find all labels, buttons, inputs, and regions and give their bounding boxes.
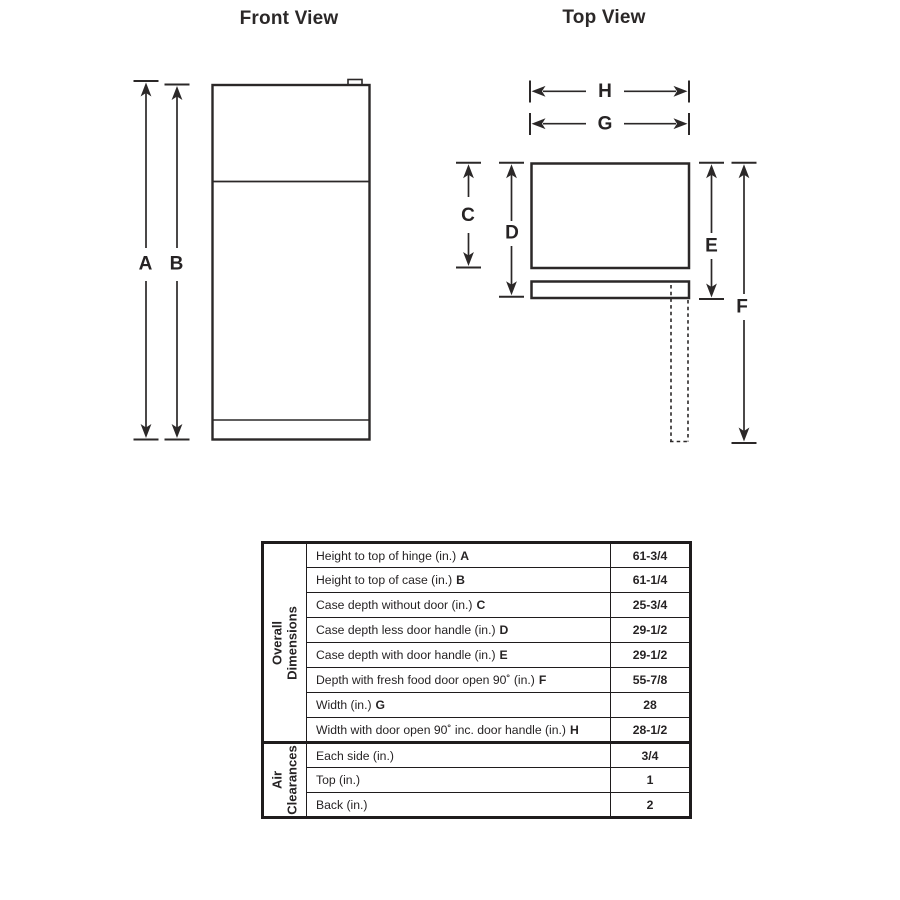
dimension-label: Height to top of hinge (in.) <box>316 548 457 563</box>
dimension-value-cell: 61-3/4 <box>611 543 691 568</box>
dimension-letter: D <box>499 623 509 637</box>
clearance-label-cell <box>307 743 611 768</box>
dim-label-a: A <box>138 253 153 275</box>
clearance-value-cell: 3/4 <box>611 743 691 768</box>
top-view <box>456 81 757 444</box>
table-row <box>263 668 691 693</box>
dimension-letter: H <box>569 722 579 737</box>
group-label: Air Clearances <box>269 745 299 815</box>
dimension-label-cell <box>307 668 611 693</box>
table-row <box>263 593 691 618</box>
dimension-value-cell: 61-1/4 <box>611 568 691 593</box>
dimension-value-cell: 29-1/2 <box>611 618 691 643</box>
table-row <box>263 793 691 818</box>
dimensions-table-wrap <box>261 541 692 819</box>
clearance-value-cell: 1 <box>611 768 691 793</box>
dimension-label: Width with door open 90˚ inc. door handle (in.) <box>316 722 566 737</box>
table-row <box>263 618 691 643</box>
clearance-label: Back (in.) <box>316 797 368 812</box>
dimensions-table <box>261 541 692 819</box>
dim-label-g: G <box>597 113 613 135</box>
fridge-front-outline <box>213 85 370 440</box>
dimension-letter: G <box>375 698 386 712</box>
dimension-label-cell <box>307 568 611 593</box>
dimension-letter: F <box>538 673 547 687</box>
table-row <box>263 543 691 568</box>
dimension-label: Case depth less door handle (in.) <box>316 623 496 637</box>
table-row <box>263 643 691 668</box>
dimension-label: Case depth without door (in.) <box>316 598 473 612</box>
dimension-label-cell <box>307 543 611 568</box>
dimension-value-cell: 29-1/2 <box>611 643 691 668</box>
dim-label-h: H <box>598 81 612 102</box>
table-row <box>263 718 691 743</box>
dimension-letter: E <box>499 648 508 662</box>
dim-arrow-e <box>699 163 724 299</box>
dimension-label: Case depth with door handle (in.) <box>316 648 496 662</box>
dim-label-c: C <box>461 205 475 226</box>
dimension-label-cell <box>307 693 611 718</box>
dimension-label-cell <box>307 593 611 618</box>
dimension-label: Height to top of case (in.) <box>316 573 453 587</box>
dimension-value-cell: 25-3/4 <box>611 593 691 618</box>
dimension-value-cell: 28-1/2 <box>611 718 691 743</box>
table-row <box>263 693 691 718</box>
clearance-label-cell <box>307 793 611 818</box>
dimension-letter: C <box>476 598 486 612</box>
dim-label-f: F <box>736 296 748 318</box>
dimension-letter: A <box>460 548 470 563</box>
dimension-letter: B <box>456 573 465 587</box>
clearance-value-cell: 2 <box>611 793 691 818</box>
table-row <box>263 743 691 768</box>
dimension-label: Depth with fresh food door open 90˚ (in.) <box>316 673 535 687</box>
dimension-label: Width (in.) <box>316 698 372 712</box>
clearance-label: Each side (in.) <box>316 748 394 763</box>
group-cell-overall-dimensions <box>263 543 307 743</box>
dimension-label-cell <box>307 618 611 643</box>
case-top-outline <box>532 164 690 269</box>
group-label: Overall Dimensions <box>269 605 299 680</box>
front-view-title: Front View <box>239 8 339 29</box>
table-row <box>263 768 691 793</box>
door-open-dashed-outline <box>670 285 689 442</box>
dim-label-d: D <box>505 222 519 244</box>
clearance-label-cell <box>307 768 611 793</box>
dim-label-e: E <box>705 235 718 257</box>
table-row <box>263 568 691 593</box>
dimension-label-cell <box>307 718 611 743</box>
dimension-label-cell <box>307 643 611 668</box>
top-view-title: Top View <box>562 7 646 28</box>
clearance-label: Top (in.) <box>316 773 361 787</box>
dim-label-b: B <box>169 253 184 275</box>
dimension-value-cell: 28 <box>611 693 691 718</box>
group-cell-air-clearances <box>263 743 307 818</box>
door-top-outline <box>532 282 690 299</box>
front-view <box>134 80 370 440</box>
dimension-value-cell: 55-7/8 <box>611 668 691 693</box>
